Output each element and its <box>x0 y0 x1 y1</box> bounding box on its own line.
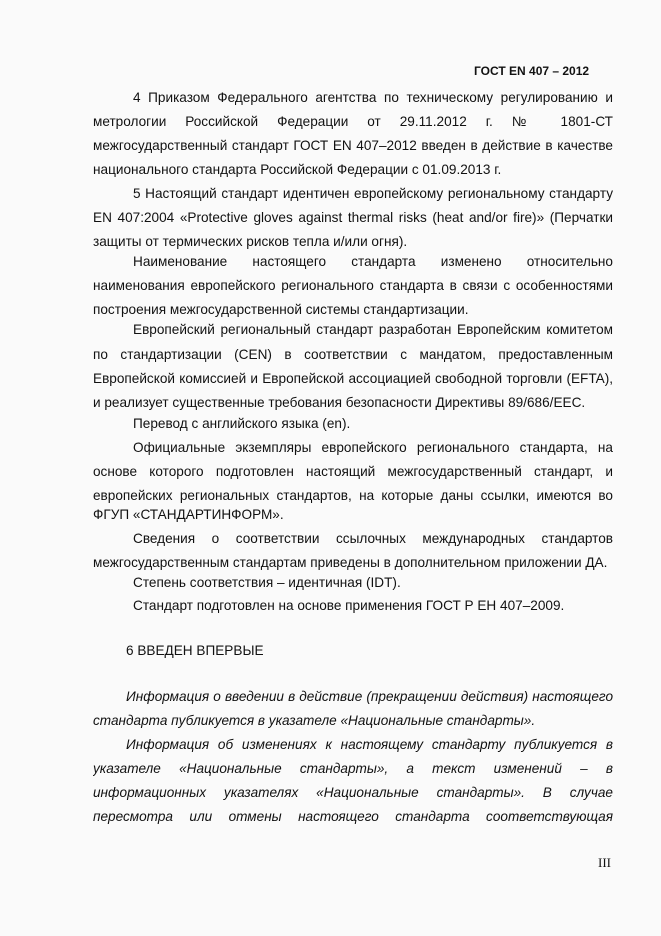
paragraph-line: межгосударственным стандартам приведены в дополнительном приложении ДА. <box>93 555 608 570</box>
paragraph-line: национального стандарта Российской Федерации с 01.09.2013 г. <box>93 162 502 177</box>
paragraph-line: защиты от термических рисков тепла и/или огня). <box>93 234 408 249</box>
paragraph-line: Степень соответствия – идентичная (IDT). <box>133 575 401 590</box>
paragraph-line: европейских региональных стандартов, на которые даны ссылки, имеются во <box>93 488 613 503</box>
info-text-line: информационных указателях «Национальные стандарты». В случае <box>93 785 613 800</box>
paragraph-line: Официальные экземпляры европейского регионального стандарта, на <box>133 440 613 455</box>
paragraph-line: межгосударственный стандарт ГОСТ EN 407–2012 введен в действие в качестве <box>93 138 613 153</box>
paragraph-line: по стандартизации (CEN) в соответствии с мандатом, предоставленным <box>93 347 613 362</box>
paragraph-line: Сведения о соответствии ссылочных международных стандартов <box>133 531 613 546</box>
paragraph-line: основе которого подготовлен настоящий межгосударственный стандарт, и <box>93 464 613 479</box>
info-text-line: стандарта публикуется в указателе «Национальные стандарты». <box>93 713 536 728</box>
paragraph-line: метрологии Российской Федерации от 29.11.2012 г. № 1801-СТ <box>93 114 613 129</box>
paragraph-line: Наименование настоящего стандарта изменено относительно <box>133 254 613 269</box>
info-text-line: указателе «Национальные стандарты», а текст изменений – в <box>93 761 613 776</box>
paragraph-line: Европейский региональный стандарт разработан Европейским комитетом <box>133 322 613 337</box>
document-code-header: ГОСТ EN 407 – 2012 <box>474 64 590 78</box>
info-text-line: Информация о введении в действие (прекращении действия) настоящего <box>126 689 613 704</box>
paragraph-line: 4 Приказом Федерального агентства по техническому регулированию и <box>133 90 613 105</box>
paragraph-line: ФГУП «СТАНДАРТИНФОРМ». <box>93 507 284 522</box>
paragraph-line: 5 Настоящий стандарт идентичен европейскому региональному стандарту <box>133 186 613 201</box>
paragraph-line: Перевод с английского языка (en). <box>133 416 351 431</box>
paragraph-line: наименования европейского регионального стандарта в связи с особенностями <box>93 278 613 293</box>
paragraph-line: Европейской комиссией и Европейской ассоциацией свободной торговли (EFTA), <box>93 371 613 386</box>
page-number: III <box>598 855 611 870</box>
paragraph-line: построения межгосударственной системы стандартизации. <box>93 302 469 317</box>
paragraph-line: и реализует существенные требования безопасности Директивы 89/686/EEC. <box>93 395 586 410</box>
paragraph-line: Стандарт подготовлен на основе применения ГОСТ Р ЕН 407–2009. <box>133 598 565 613</box>
section-6-heading: 6 ВВЕДЕН ВПЕРВЫЕ <box>126 643 264 658</box>
info-text-line: пересмотра или отмены настоящего стандарта соответствующая <box>93 809 613 824</box>
info-text-line: Информация об изменениях к настоящему стандарту публикуется в <box>126 737 613 752</box>
paragraph-line: EN 407:2004 «Protective gloves against thermal risks (heat and/or fire)» (Перчатки <box>93 210 613 225</box>
